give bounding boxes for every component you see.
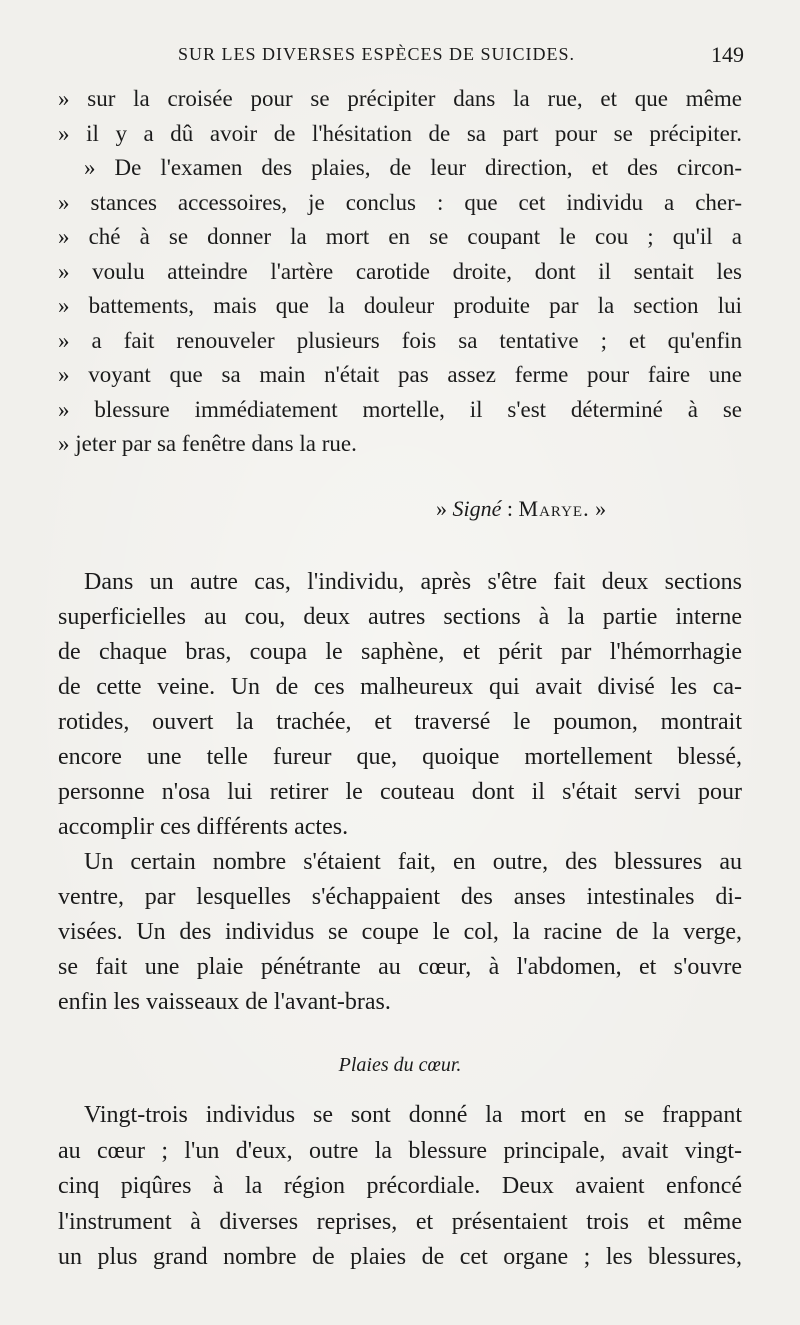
text-line: » voulu atteindre l'artère carotide droite, dont il sentait les — [58, 258, 742, 284]
text-line: personne n'osa lui retirer le couteau dont il s'était servi pour — [58, 779, 742, 805]
running-head — [60, 44, 744, 78]
text-line: se fait une plaie pénétrante au cœur, à l'abdomen, et s'ouvre — [58, 954, 742, 980]
quoted-report — [58, 82, 742, 462]
text-line: ventre, par lesquelles s'échappaient des anses intestinales di- — [58, 884, 742, 910]
text-line: de chaque bras, coupa le saphène, et périt par l'hémorrhagie — [58, 639, 742, 665]
text-line: » voyant que sa main n'était pas assez ferme pour faire une — [58, 362, 742, 387]
text-line: de cette veine. Un de ces malheureux qui avait divisé les ca- — [58, 674, 742, 700]
text-line: » stances accessoires, je conclus : que cet individu a cher- — [58, 189, 742, 215]
text-line: Dans un autre cas, l'individu, après s'être fait deux sections — [84, 569, 742, 595]
text-line: superficielles au cou, deux autres sections à la partie interne — [58, 604, 742, 630]
text-line: cinq piqûres à la région précordiale. Deux avaient enfoncé — [58, 1173, 742, 1199]
paragraph — [58, 845, 742, 1020]
page-number: 149 — [711, 42, 744, 67]
signature-open-quote: » — [436, 496, 453, 521]
text-line: Un certain nombre s'étaient fait, en outre, des blessures au — [84, 849, 742, 875]
signature-name: Marye. — [518, 496, 590, 521]
text-line: » De l'examen des plaies, de leur direction, et des circon- — [84, 155, 742, 180]
text-line: encore une telle fureur que, quoique mortellement blessé, — [58, 744, 742, 770]
signature-colon: : — [501, 496, 519, 521]
text-line: » jeter par sa fenêtre dans la rue. — [58, 431, 357, 456]
text-line: » battements, mais que la douleur produite par la section lui — [58, 293, 742, 318]
text-line: rotides, ouvert la trachée, et traversé le poumon, montrait — [58, 709, 742, 735]
signature-line — [436, 496, 606, 522]
paragraph — [58, 1098, 742, 1276]
text-line: au cœur ; l'un d'eux, outre la blessure principale, avait vingt- — [58, 1137, 742, 1164]
section-heading: Plaies du cœur. — [338, 1054, 462, 1076]
signature-close-quote: » — [589, 496, 607, 521]
paragraph — [58, 565, 742, 845]
text-line: » ché à se donner la mort en se coupant le cou ; qu'il a — [58, 224, 742, 249]
text-line: » sur la croisée pour se précipiter dans la rue, et que même — [58, 86, 742, 111]
text-line: » blessure immédiatement mortelle, il s'est déterminé à se — [58, 396, 742, 422]
text-line: un plus grand nombre de plaies de cet organe ; les blessures, — [58, 1244, 742, 1270]
text-line: accomplir ces différents actes. — [58, 814, 349, 840]
running-title: SUR LES DIVERSES ESPÈCES DE SUICIDES. — [178, 44, 576, 64]
text-line: Vingt-trois individus se sont donné la mort en se frappant — [84, 1102, 742, 1128]
signature-signed-label: Signé — [452, 496, 502, 521]
text-line: » a fait renouveler plusieurs fois sa tentative ; et qu'enfin — [58, 327, 742, 353]
text-line: enfin les vaisseaux de l'avant-bras. — [58, 989, 391, 1015]
text-line: visées. Un des individus se coupe le col, la racine de la verge, — [58, 919, 742, 945]
text-line: » il y a dû avoir de l'hésitation de sa part pour se précipiter. — [58, 120, 742, 146]
text-line: l'instrument à diverses reprises, et présentaient trois et même — [58, 1208, 742, 1235]
